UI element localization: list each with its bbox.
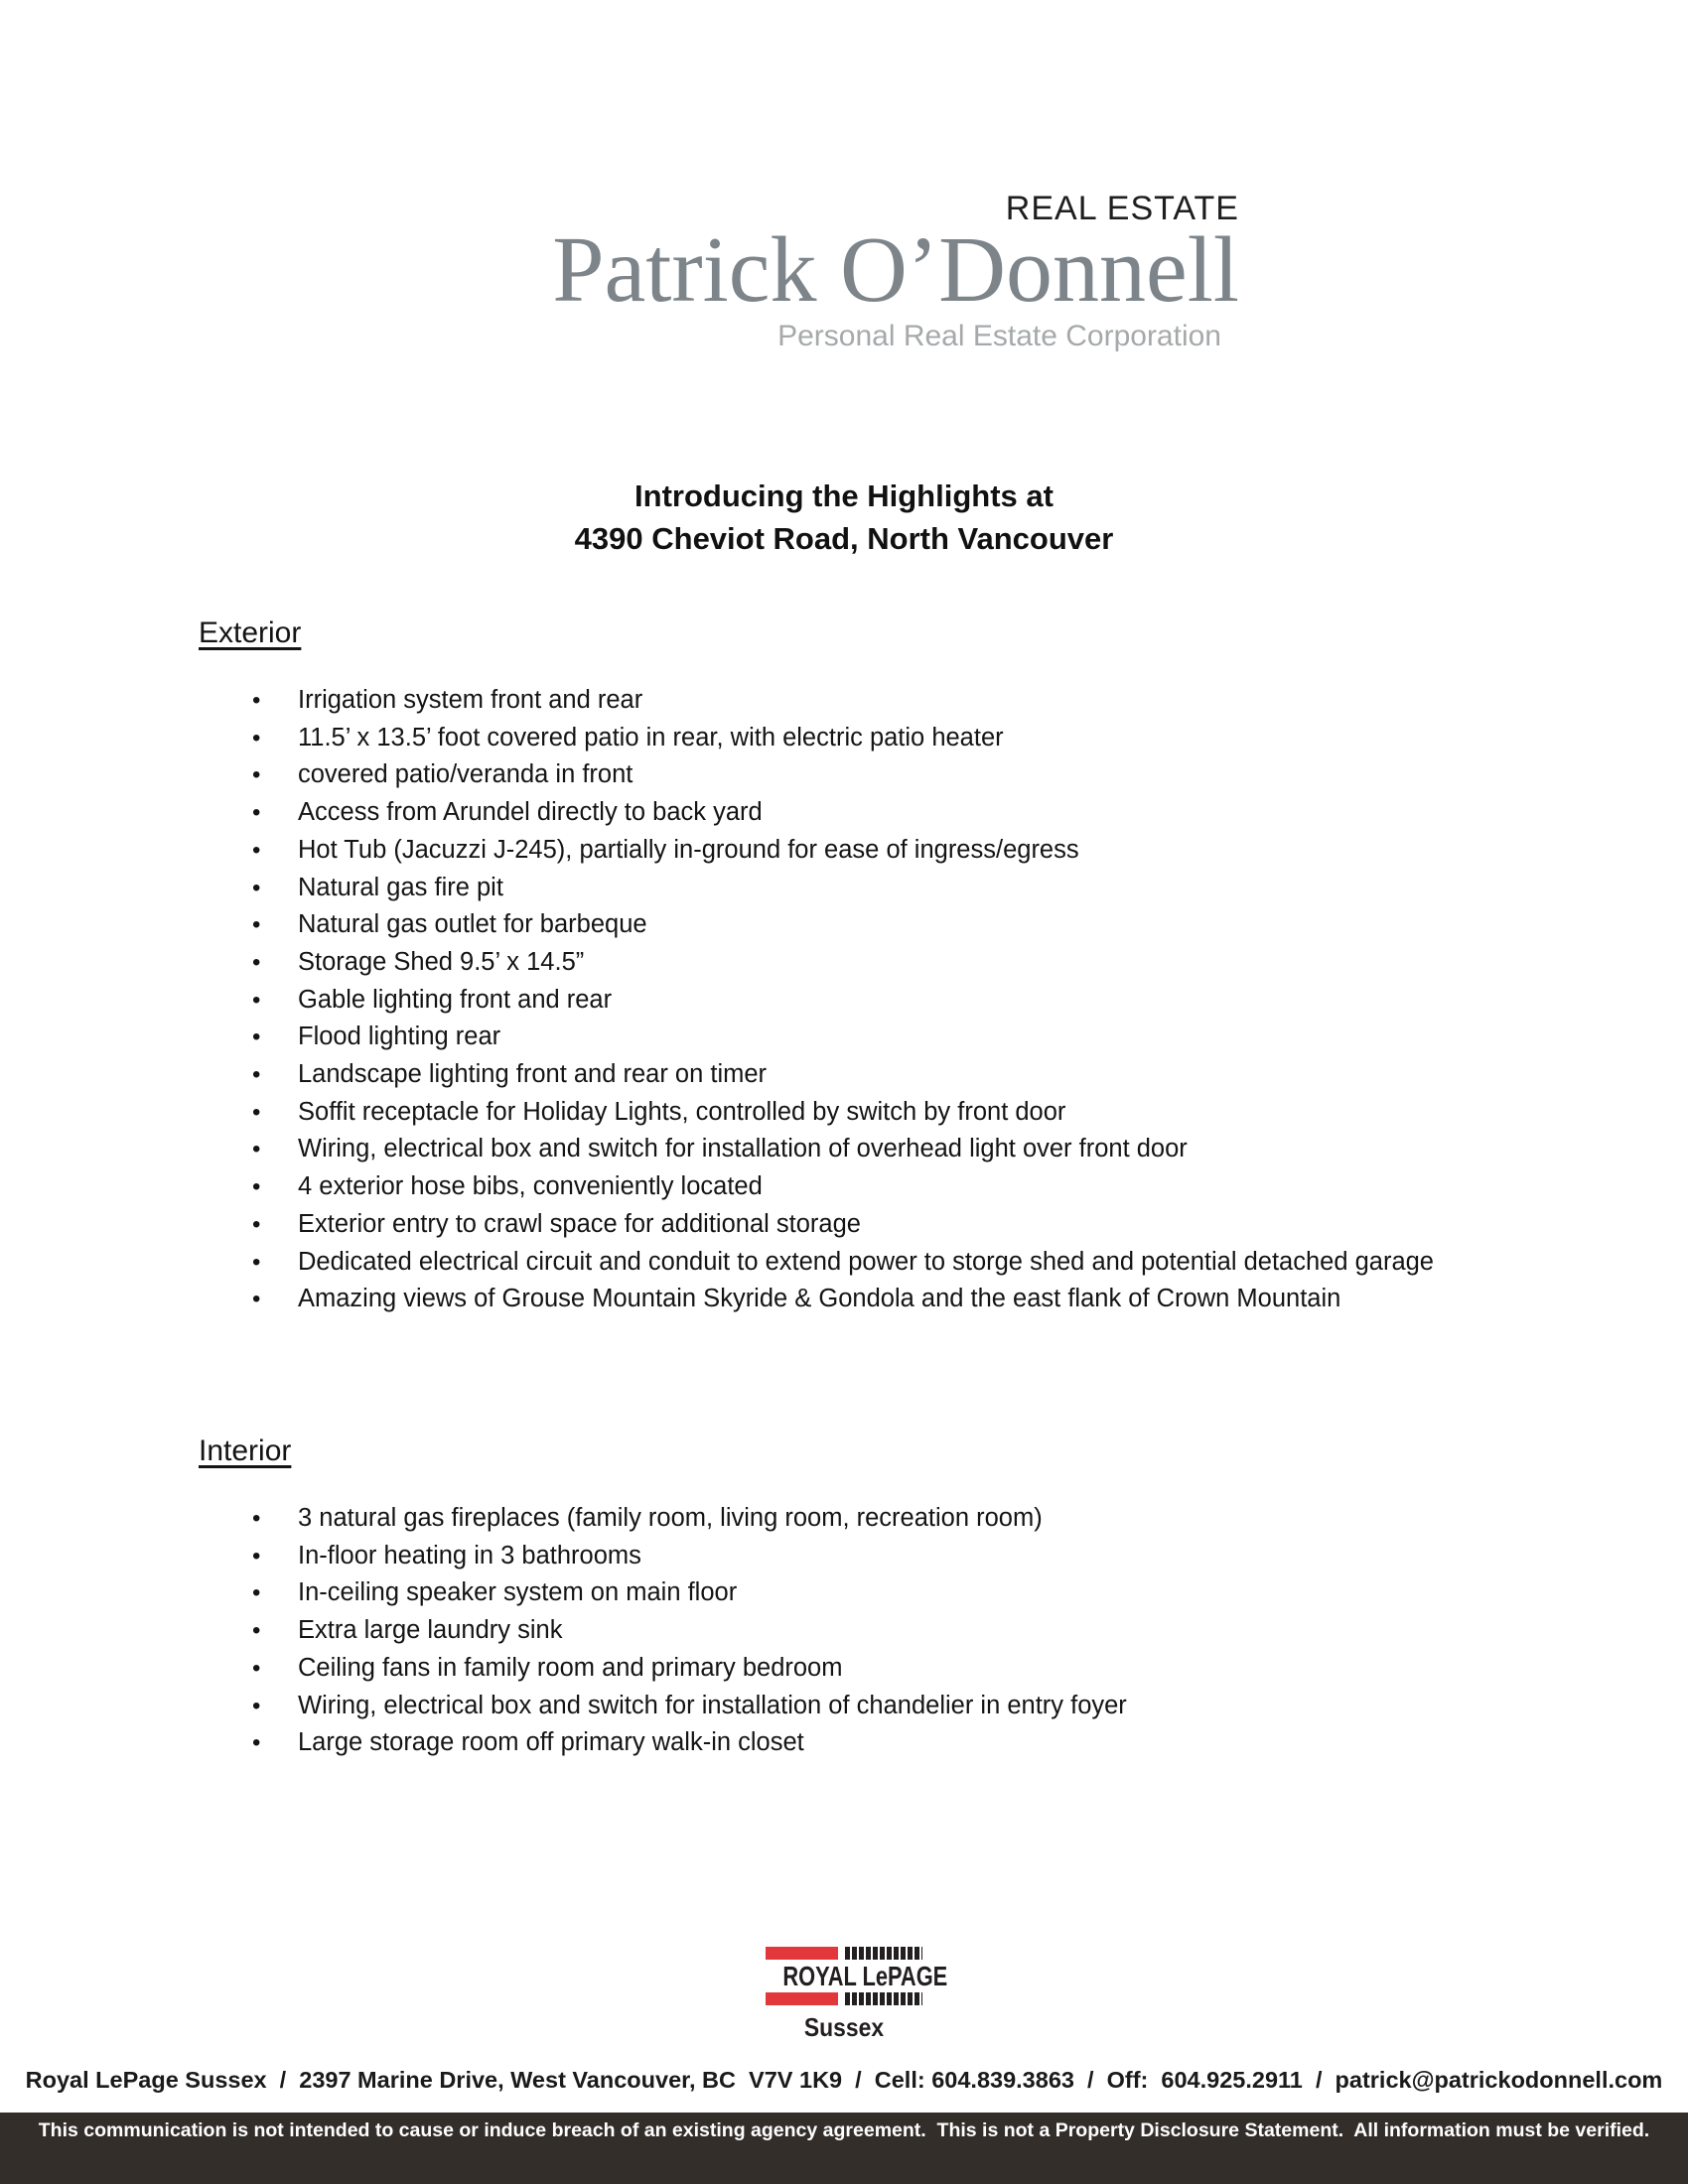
royal-lepage-logo [766, 1947, 948, 2042]
disclaimer-text: This communication is not intended to cause or induce breach of an existing agency agreement. This is not a Property Disclosure Statement. All information must be verified. [38, 2119, 1650, 2141]
interior-bullet-list [199, 1500, 1435, 1762]
list-item: • Gable lighting front and rear [199, 982, 1435, 1020]
logo-bar-gap [838, 1947, 845, 1960]
section-interior [199, 1433, 1504, 1762]
list-item: • Storage Shed 9.5’ x 14.5” [199, 944, 1435, 982]
list-item: • Soffit receptacle for Holiday Lights, controlled by switch by front door [199, 1094, 1435, 1132]
list-item: • Access from Arundel directly to back yard [199, 794, 1435, 832]
list-item: • Landscape lighting front and rear on timer [199, 1056, 1435, 1094]
section-exterior [199, 615, 1504, 1318]
list-item: • Extra large laundry sink [199, 1612, 1435, 1650]
section-heading-exterior: Exterior [199, 616, 302, 649]
list-item: • Hot Tub (Jacuzzi J-245), partially in-ground for ease of ingress/egress [199, 832, 1435, 870]
list-item: • Dedicated electrical circuit and conduit to extend power to storge shed and potential detached garage [199, 1244, 1435, 1282]
list-item: • Irrigation system front and rear [199, 682, 1435, 720]
brand-header [552, 191, 1239, 353]
list-item: • Large storage room off primary walk-in closet [199, 1724, 1435, 1762]
list-item: • covered patio/veranda in front [199, 756, 1435, 794]
list-item: • In-floor heating in 3 bathrooms [199, 1538, 1435, 1575]
list-item: • Wiring, electrical box and switch for installation of overhead light over front door [199, 1131, 1435, 1168]
list-item: • 11.5’ x 13.5’ foot covered patio in rear, with electric patio heater [199, 720, 1435, 757]
list-item: • Natural gas fire pit [199, 870, 1435, 907]
list-item: • Ceiling fans in family room and primary bedroom [199, 1650, 1435, 1688]
page-title [0, 475, 1688, 560]
logo-office-text: Sussex [803, 2012, 885, 2042]
contact-info-line: Royal LePage Sussex / 2397 Marine Drive, West Vancouver, BC V7V 1K9 / Cell: 604.839.3863 / Off: 604.925.2911 / patrick@patrickodonnell.com [25, 2067, 1663, 2093]
agent-name: Patrick O’Donnell [552, 218, 1239, 322]
logo-bar-gap [838, 1992, 845, 2005]
logo-red-bar [766, 1992, 838, 2005]
logo-stripes [845, 1992, 922, 2005]
page-title-line2: 4390 Cheviot Road, North Vancouver [574, 521, 1114, 556]
brand-subtitle: Personal Real Estate Corporation [777, 320, 1221, 352]
brand-tagline: REAL ESTATE [1005, 190, 1239, 227]
list-item: • Amazing views of Grouse Mountain Skyride & Gondola and the east flank of Crown Mountain [199, 1281, 1435, 1318]
list-item: • Flood lighting rear [199, 1019, 1435, 1056]
list-item: • Natural gas outlet for barbeque [199, 906, 1435, 944]
logo-stripes [845, 1947, 922, 1960]
list-item: • Wiring, electrical box and switch for installation of chandelier in entry foyer [199, 1688, 1435, 1725]
logo-red-bar [766, 1947, 838, 1960]
page-title-line1: Introducing the Highlights at [634, 478, 1054, 513]
list-item: • 4 exterior hose bibs, conveniently located [199, 1168, 1435, 1206]
disclaimer-bar [0, 2113, 1688, 2184]
list-item: • Exterior entry to crawl space for additional storage [199, 1206, 1435, 1244]
exterior-bullet-list [199, 682, 1435, 1318]
logo-brand-text: ROYAL LePAGE [782, 1961, 948, 1991]
section-heading-interior: Interior [199, 1434, 292, 1467]
logo-bar-bottom [766, 1992, 922, 2005]
list-item: • 3 natural gas fireplaces (family room, living room, recreation room) [199, 1500, 1435, 1538]
logo-bar-top [766, 1947, 922, 1960]
list-item: • In-ceiling speaker system on main floor [199, 1574, 1435, 1612]
